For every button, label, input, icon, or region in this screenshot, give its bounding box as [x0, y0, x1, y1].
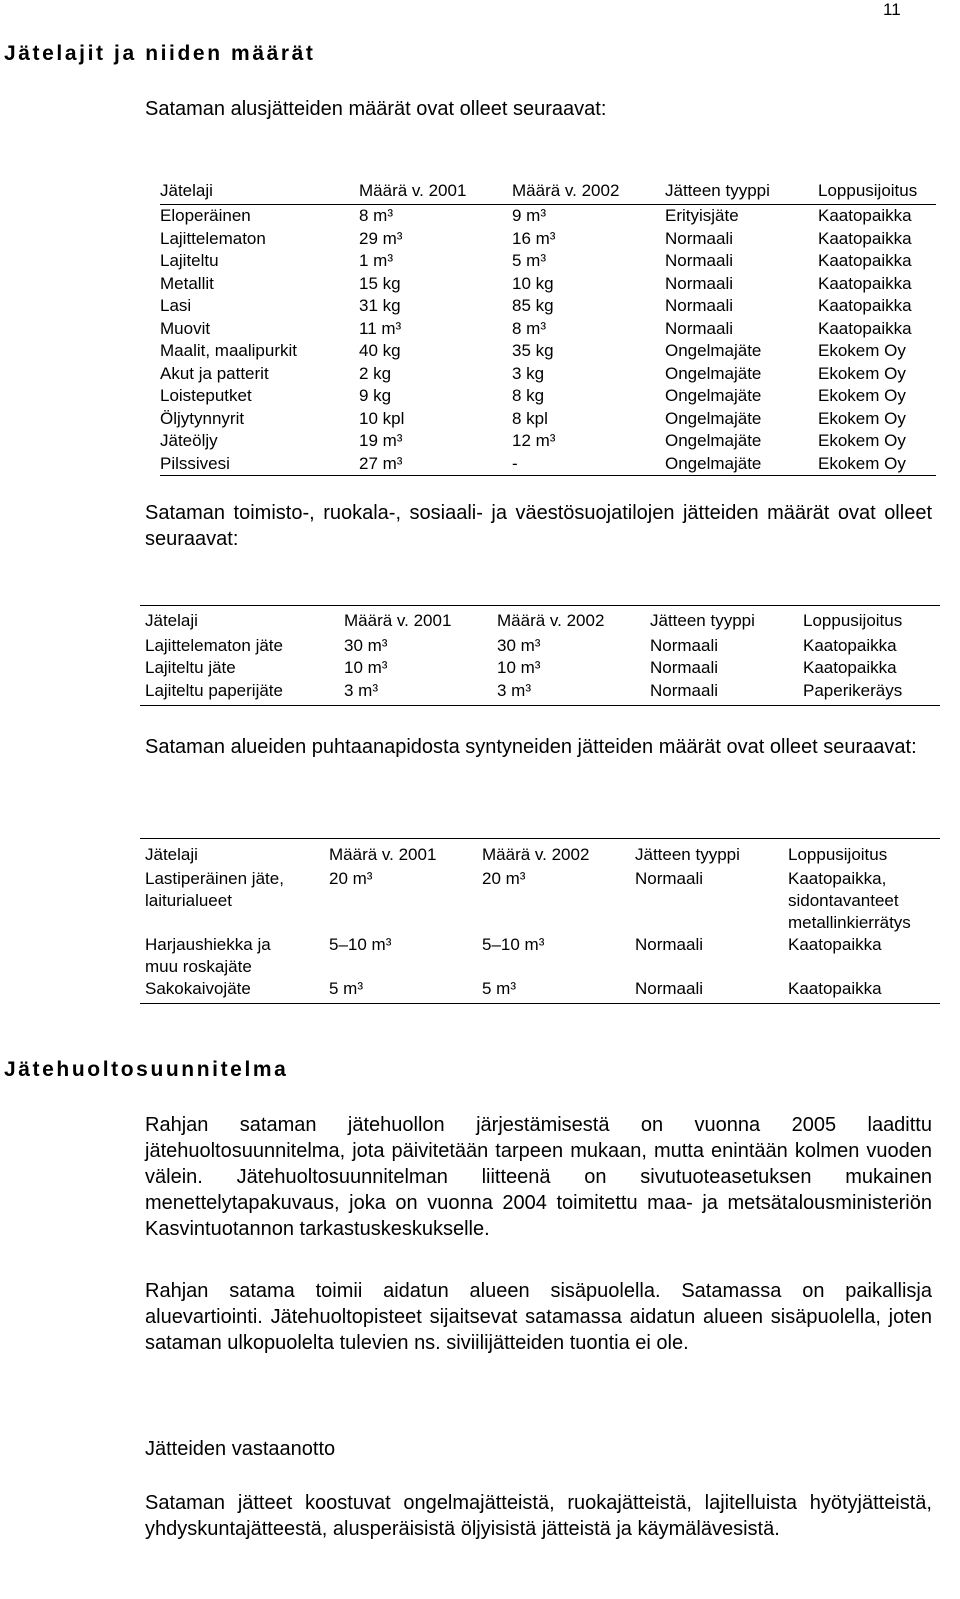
table-row	[160, 273, 936, 296]
table-cell: 8 kg	[512, 386, 545, 405]
table-cell: 5–10 m³	[329, 935, 392, 954]
table-cell: 19 m³	[359, 431, 403, 450]
table-cell: Lastiperäinen jäte, laiturialueet	[145, 869, 284, 910]
table-cell: Normaali	[650, 658, 719, 677]
column-header: Loppusijoitus	[803, 611, 903, 630]
table-cell: Kaatopaikka	[818, 251, 912, 270]
table-cell: Lajittelematon jäte	[145, 635, 283, 655]
table-cell: 35 kg	[512, 341, 554, 360]
table-cell: 10 kg	[512, 273, 554, 293]
table-cell: Ongelmajäte	[665, 408, 762, 428]
table-row	[160, 228, 936, 251]
table-cell: Akut ja patterit	[160, 363, 269, 383]
table-cell: 10 kpl	[359, 408, 405, 428]
table-cell: Paperikeräys	[803, 680, 903, 700]
table-cell: Lajiteltu jäte	[145, 658, 236, 677]
table-row	[160, 318, 936, 341]
table-row	[160, 250, 936, 273]
table-cell: Ekokem Oy	[818, 453, 906, 473]
table-row	[160, 385, 936, 408]
table-cell: Lasi	[160, 296, 192, 315]
table-cell: 20 m³	[482, 869, 526, 888]
table-row	[160, 340, 936, 363]
table-cell: 8 m³	[512, 318, 546, 338]
column-header: Määrä v. 2001	[329, 845, 437, 864]
table-cell: 9 kg	[359, 386, 392, 405]
table-cell: 3 kg	[512, 363, 545, 383]
table-header-row	[145, 610, 943, 635]
table-cell: 3 m³	[344, 680, 378, 700]
table-cell: Sakokaivojäte	[145, 979, 251, 998]
table-cell: Normaali	[650, 680, 719, 700]
table-bottom-rule	[140, 1003, 940, 1004]
table-cell: 9 m³	[512, 206, 546, 225]
table-row	[145, 978, 938, 1000]
subheading-waste-reception: Jätteiden vastaanotto	[145, 1438, 336, 1460]
table-cell: 31 kg	[359, 296, 401, 315]
table-row	[160, 430, 936, 453]
table-cell: Ongelmajäte	[665, 386, 762, 405]
table-cell: 30 m³	[497, 635, 541, 655]
column-header: Määrä v. 2001	[344, 611, 452, 630]
table-cell: 5 m³	[482, 979, 516, 998]
table-cell: 15 kg	[359, 273, 401, 293]
table-cell: Pilssivesi	[160, 453, 230, 473]
table-cell: Kaatopaikka	[818, 318, 912, 338]
table-cell: -	[512, 453, 518, 473]
table-cell: 5 m³	[512, 251, 546, 270]
table-cell: Öljytynnyrit	[160, 408, 245, 428]
ship-waste-table	[160, 180, 936, 476]
page-number: 11	[883, 0, 901, 19]
column-header: Loppusijoitus	[818, 181, 918, 200]
table-cell: Normaali	[635, 979, 704, 998]
table-cell: 20 m³	[329, 869, 373, 888]
table-header-row	[145, 844, 938, 868]
table-cell: Muovit	[160, 318, 211, 338]
table-cell: 8 kpl	[512, 408, 548, 428]
table-cell: Ekokem Oy	[818, 386, 906, 405]
table-row	[145, 657, 943, 680]
table-row	[145, 868, 938, 934]
table-row	[160, 363, 936, 386]
section-title-waste-types: Jätelajit ja niiden määrät	[4, 42, 316, 65]
table-cell: Kaatopaikka	[803, 635, 897, 655]
plan-paragraph-3: Sataman jätteet koostuvat ongelmajätteistä, ruokajätteistä, lajitelluista hyötyjätteistä, yhdyskuntajätteestä, alusperäisistä öljyisistä jätteistä ja käymälävesistä.	[145, 1492, 932, 1540]
table-cell: Lajiteltu	[160, 251, 219, 270]
office-waste-table	[145, 610, 943, 702]
table-cell: Ongelmajäte	[665, 453, 762, 473]
table-cell: Jäteöljy	[160, 431, 218, 450]
table-cell: 10 m³	[497, 658, 541, 677]
table-cell: Kaatopaikka	[803, 658, 897, 677]
table-top-rule	[140, 838, 940, 839]
table-cell: Normaali	[665, 273, 734, 293]
plan-paragraph-2: Rahjan satama toimii aidatun alueen sisäpuolella. Satamassa on paikallisja aluevartiointi. Jätehuoltopisteet sijaitsevat satamassa aidatun alueen sisäpuolella, joten sataman ulkopuolelta tulevien ns. siviilijätteiden tuontia ei ole.	[145, 1280, 932, 1354]
area-waste-paragraph: Sataman alueiden puhtaanapidosta syntyneiden jätteiden määrät ovat olleet seuraavat:	[145, 736, 917, 758]
table-cell: Kaatopaikka	[818, 273, 912, 293]
table-cell: Harjaushiekka ja muu roskajäte	[145, 935, 271, 976]
column-header: Määrä v. 2002	[512, 181, 620, 200]
table-top-rule	[140, 605, 940, 606]
column-header: Jätteen tyyppi	[665, 181, 770, 200]
table-cell: Kaatopaikka	[818, 206, 912, 225]
column-header: Jätteen tyyppi	[650, 611, 755, 630]
table-cell: 16 m³	[512, 228, 556, 248]
column-header: Loppusijoitus	[788, 845, 888, 864]
table-cell: 5–10 m³	[482, 935, 545, 954]
area-waste-table	[145, 844, 938, 1000]
column-header: Jätteen tyyppi	[635, 845, 740, 864]
column-header: Määrä v. 2001	[359, 181, 467, 200]
plan-paragraph-1: Rahjan sataman jätehuollon järjestämisestä on vuonna 2005 laadittu jätehuoltosuunnitelma, jota päivitetään tarpeen mukaan, mutta enintään kolmen vuoden välein. Jätehuoltosuunnitelman liitteenä on sivutuoteasetuksen mukainen menettelytapakuvaus, joka on vuonna 2004 toimitettu maa- ja metsätalousministeriön Kasvintuotannon tarkastuskeskukselle.	[145, 1114, 932, 1240]
office-waste-paragraph: Sataman toimisto-, ruokala-, sosiaali- ja väestösuojatilojen jätteiden määrät ovat olleet seuraavat:	[145, 502, 932, 550]
table-row	[145, 934, 938, 978]
table-cell: Kaatopaikka	[818, 228, 912, 248]
table-cell: Normaali	[665, 318, 734, 338]
table-cell: Lajittelematon	[160, 228, 266, 248]
table-cell: Lajiteltu paperijäte	[145, 680, 283, 700]
table-row	[145, 680, 943, 703]
table-cell: 85 kg	[512, 296, 554, 315]
table-cell: 27 m³	[359, 453, 403, 473]
intro-paragraph: Sataman alusjätteiden määrät ovat olleet seuraavat:	[145, 98, 607, 120]
column-header: Jätelaji	[145, 611, 198, 630]
table-cell: Maalit, maalipurkit	[160, 341, 297, 360]
table-row	[160, 295, 936, 318]
table-cell: Ekokem Oy	[818, 341, 906, 360]
column-header: Jätelaji	[145, 845, 198, 864]
table-cell: Ekokem Oy	[818, 431, 906, 450]
table-cell: Erityisjäte	[665, 206, 739, 225]
table-bottom-rule	[140, 705, 940, 706]
column-header: Määrä v. 2002	[497, 611, 605, 630]
table-cell: 40 kg	[359, 341, 401, 360]
table-cell: 10 m³	[344, 658, 388, 677]
table-cell: Normaali	[665, 228, 734, 248]
table-cell: Ongelmajäte	[665, 431, 762, 450]
table-row	[145, 635, 943, 658]
table-cell: Normaali	[635, 935, 704, 954]
table-cell: 2 kg	[359, 363, 392, 383]
table-cell: Eloperäinen	[160, 206, 251, 225]
table-cell: Kaatopaikka	[788, 935, 882, 954]
table-cell: Ongelmajäte	[665, 363, 762, 383]
table-cell: Loisteputket	[160, 386, 252, 405]
table-cell: 8 m³	[359, 206, 393, 225]
table-row	[160, 205, 936, 228]
column-header: Määrä v. 2002	[482, 845, 590, 864]
table-header-row	[160, 180, 936, 205]
table-cell: Kaatopaikka, sidontavanteet metallinkierrätys	[788, 869, 911, 932]
table-cell: 29 m³	[359, 228, 403, 248]
table-cell: 12 m³	[512, 431, 556, 450]
table-row	[160, 408, 936, 431]
table-cell: 1 m³	[359, 251, 393, 270]
table-cell: 11 m³	[359, 318, 402, 338]
table-cell: Ekokem Oy	[818, 363, 906, 383]
table-cell: Ongelmajäte	[665, 341, 762, 360]
table-cell: Kaatopaikka	[788, 979, 882, 998]
table-cell: 3 m³	[497, 680, 531, 700]
section-title-waste-plan: Jätehuoltosuunnitelma	[4, 1058, 289, 1081]
table-cell: 30 m³	[344, 635, 388, 655]
table-cell: Ekokem Oy	[818, 408, 906, 428]
table-cell: Normaali	[665, 296, 734, 315]
table-cell: 5 m³	[329, 979, 363, 998]
table-cell: Kaatopaikka	[818, 296, 912, 315]
table-row	[160, 453, 936, 476]
table-cell: Normaali	[650, 635, 719, 655]
table-cell: Metallit	[160, 273, 214, 293]
table-cell: Normaali	[665, 251, 734, 270]
table-cell: Normaali	[635, 869, 704, 888]
column-header: Jätelaji	[160, 181, 213, 200]
